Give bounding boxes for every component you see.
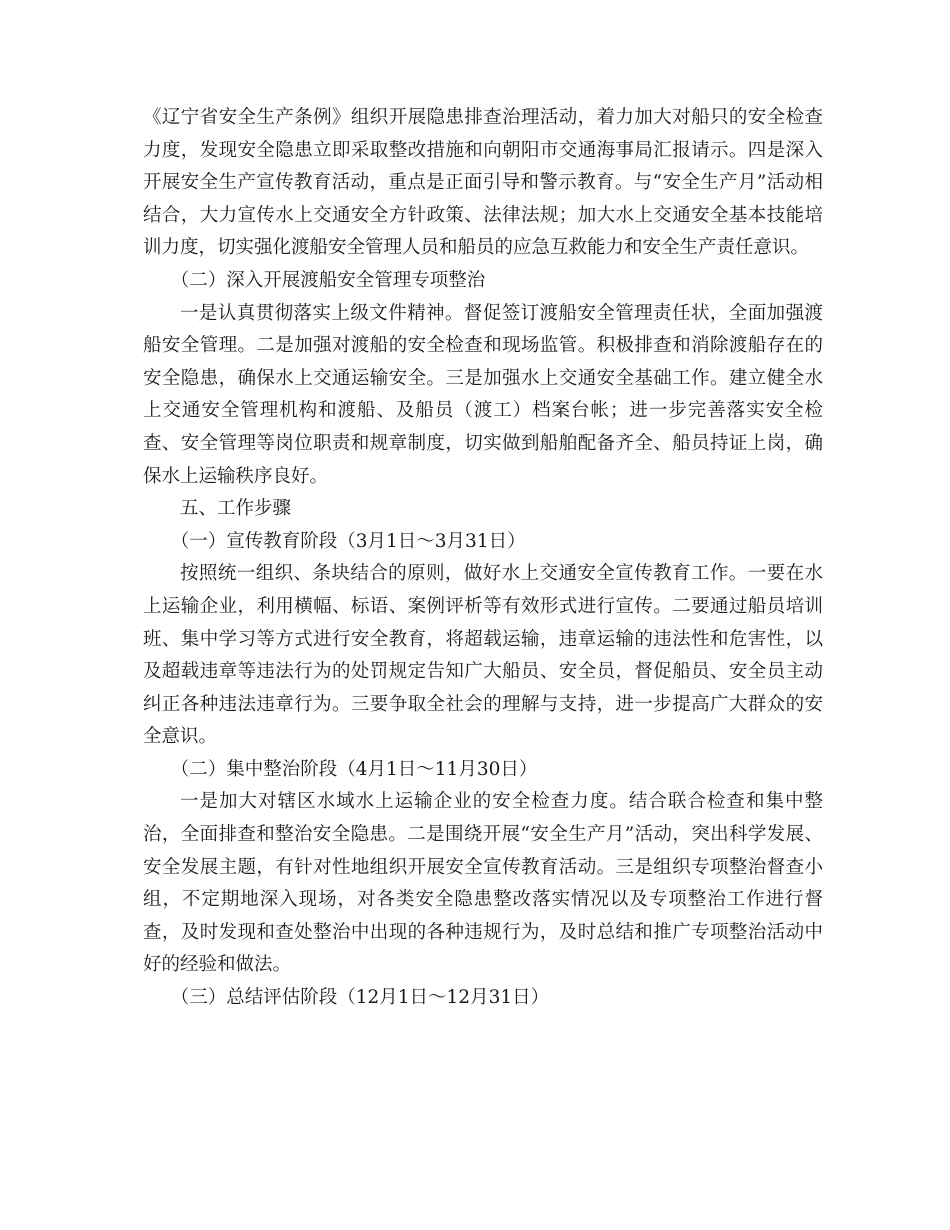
document-page bbox=[143, 102, 823, 1015]
heading-publicity-phase: （一）宣传教育阶段（3月1日～3月31日） bbox=[170, 530, 526, 552]
heading-rectification-phase: （二）集中整治阶段（4月1日～11月30日） bbox=[170, 758, 538, 780]
heading-work-steps: 五、工作步骤 bbox=[180, 498, 292, 520]
paragraph-liaoning-regulation: 《辽宁省安全生产条例》组织开展隐患排查治理活动，着力加大对船只的安全检查力度，发现安全隐患立即采取整改措施和向朝阳市交通海事局汇报请示。四是深入开展安全生产宣传教育活动，重点是正面引导和警示教育。与“安全生产月”活动相结合，大力宣传水上交通安全方针政策、法律法规；加大水上交通安全基本技能培训力度，切实强化渡船安全管理人员和船员的应急互救能力和安全生产责任意识。 bbox=[143, 107, 823, 259]
heading-evaluation-phase: （三）总结评估阶段（12月1日～12月31日） bbox=[170, 987, 550, 1009]
heading-ferry-safety-rectification: （二）深入开展渡船安全管理专项整治 bbox=[170, 269, 486, 291]
paragraph-ferry-safety-measures: 一是认真贯彻落实上级文件精神。督促签订渡船安全管理责任状，全面加强渡船安全管理。二是加强对渡船的安全检查和现场监管。积极排查和消除渡船存在的安全隐患，确保水上交通运输安全。三是加强水上交通安全基础工作。建立健全水上交通安全管理机构和渡船、及船员（渡工）档案台帐；进一步完善落实安全检查、安全管理等岗位职责和规章制度，切实做到船舶配备齐全、船员持证上岗，确保水上运输秩序良好。 bbox=[143, 302, 823, 487]
paragraph-rectification-phase: 一是加大对辖区水域水上运输企业的安全检查力度。结合联合检查和集中整治，全面排查和整治安全隐患。二是围绕开展“安全生产月”活动，突出科学发展、安全发展主题，有针对性地组织开展安全宣传教育活动。三是组织专项整治督查小组，不定期地深入现场，对各类安全隐患整改落实情况以及专项整治工作进行督查，及时发现和查处整治中出现的各种违规行为，及时总结和推广专项整治活动中好的经验和做法。 bbox=[143, 791, 823, 976]
paragraph-publicity-phase: 按照统一组织、条块结合的原则，做好水上交通安全宣传教育工作。一要在水上运输企业，利用横幅、标语、案例评析等有效形式进行宣传。二要通过船员培训班、集中学习等方式进行安全教育，将超载运输，违章运输的违法性和危害性，以及超载违章等违法行为的处罚规定告知广大船员、安全员，督促船员、安全员主动纠正各种违法违章行为。三要争取全社会的理解与支持，进一步提高广大群众的安全意识。 bbox=[143, 563, 823, 748]
